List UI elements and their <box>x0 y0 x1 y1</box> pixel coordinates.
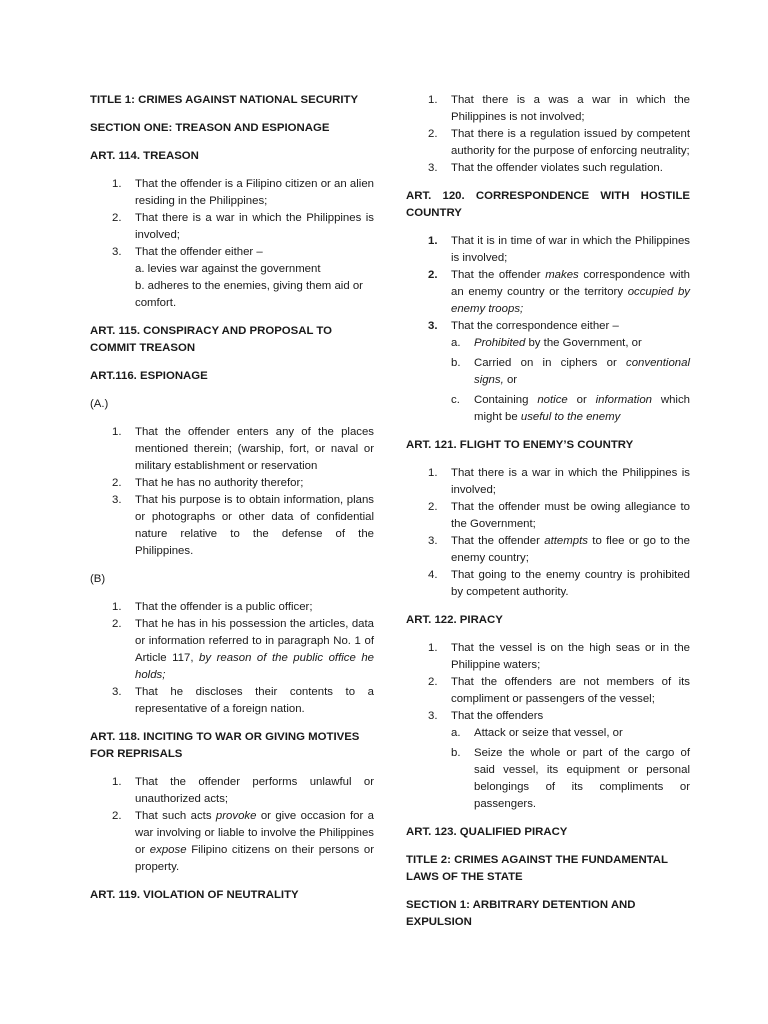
sub-item: b. Carried on in ciphers or conventional signs, or <box>451 357 690 386</box>
list-item: 3. That he discloses their contents to a representative of a foreign nation. <box>112 686 374 715</box>
list-item: 4. That going to the enemy country is prohibited by competent authority. <box>428 569 690 598</box>
list-item: 1. That the offender performs unlawful or unauthorized acts; <box>112 776 374 805</box>
art-123-heading: ART. 123. QUALIFIED PIRACY <box>406 826 568 838</box>
sub-item: a. Prohibited by the Government, or <box>451 337 642 349</box>
art-121-list <box>406 465 690 601</box>
art-114-sub-a: a. levies war against the government <box>135 263 321 275</box>
art-118-heading: ART. 118. INCITING TO WAR OR GIVING MOTIVES FOR REPRISALS <box>90 731 360 760</box>
list-item: 2. That he has no authority therefor; <box>112 477 304 489</box>
list-item: 3. That his purpose is to obtain information, plans or photographs or other data of confidential nature relative to the defense of the Philippines. <box>112 494 374 557</box>
sub-item: b. Seize the whole or part of the cargo of said vessel, its equipment or personal belongings of its compliments or passengers. <box>451 747 690 810</box>
section-1-heading: SECTION 1: ARBITRARY DETENTION AND EXPULSION <box>406 899 636 928</box>
section-one-heading: SECTION ONE: TREASON AND ESPIONAGE <box>90 122 330 134</box>
list-item: 1. That the offender is a public officer; <box>112 601 313 613</box>
art-120-heading: ART. 120. CORRESPONDENCE WITH HOSTILE COUNTRY <box>406 190 690 219</box>
art-115-heading: ART. 115. CONSPIRACY AND PROPOSAL TO COMMIT TREASON <box>90 325 332 354</box>
art-118-list <box>90 774 374 876</box>
list-item: 2. That he has in his possession the articles, data or information referred to in paragraph No. 1 of Article 117, by reason of the public office he holds; <box>112 618 375 681</box>
list-item: 3. That the offenders a. Attack or seize that vessel, or b. Seize the whole or part of the cargo of said vessel, its equipment or personal belongings of its compliments or passengers. <box>406 708 690 813</box>
right-column <box>406 0 690 931</box>
art-122-heading: ART. 122. PIRACY <box>406 614 503 626</box>
list-item: 3. That the offender either – a. levies war against the government b. adheres to the enemies, giving them aid or comfort. <box>90 244 374 312</box>
list-item: 1. That the vessel is on the high seas or in the Philippine waters; <box>428 642 690 671</box>
part-b-label: (B) <box>90 573 106 585</box>
list-item: 2. That the offenders are not members of its compliment or passengers of the vessel; <box>428 676 690 705</box>
list-item: 2. That the offender makes correspondence with an enemy country or the territory occupied by enemy troops; <box>428 269 690 315</box>
list-item: 2. That there is a regulation issued by competent authority for the purpose of enforcing neutrality; <box>428 128 690 157</box>
part-a-label: (A.) <box>90 398 109 410</box>
list-item: 3. That the offender attempts to flee or go to the enemy country; <box>428 535 690 564</box>
title-2-heading: TITLE 2: CRIMES AGAINST THE FUNDAMENTAL LAWS OF THE STATE <box>406 854 668 883</box>
left-column <box>90 0 374 904</box>
art-122-list <box>406 640 690 813</box>
art-119-heading: ART. 119. VIOLATION OF NEUTRALITY <box>90 889 299 901</box>
art-114-heading: ART. 114. TREASON <box>90 150 199 162</box>
list-item: 1. That the offender enters any of the places mentioned therein; (warship, fort, or naval or military establishment or reservation <box>112 426 374 472</box>
list-item: 3. That the offender violates such regulation. <box>428 162 663 174</box>
list-item: 1. That there is a war in which the Philippines is involved; <box>428 467 690 496</box>
art-120-sublist <box>451 335 690 426</box>
list-item: 2. That such acts provoke or give occasion for a war involving or liable to involve the Philippines or expose Filipino citizens on their persons or property. <box>112 810 374 873</box>
art-116-heading: ART.116. ESPIONAGE <box>90 370 208 382</box>
list-item: 1. That there is a was a war in which the Philippines is not involved; <box>428 94 690 123</box>
list-item: 1. That the offender is a Filipino citizen or an alien residing in the Philippines; <box>112 178 374 207</box>
list-item: 2. That the offender must be owing allegiance to the Government; <box>428 501 690 530</box>
list-item: 1. That it is in time of war in which the Philippines is involved; <box>428 235 690 264</box>
art-114-list <box>90 176 374 312</box>
art-122-sublist <box>451 725 690 813</box>
sub-item: c. Containing notice or information which might be useful to the enemy <box>451 394 690 423</box>
art-116-a-list <box>90 424 374 560</box>
art-116-b-list <box>90 599 374 718</box>
art-121-heading: ART. 121. FLIGHT TO ENEMY’S COUNTRY <box>406 439 634 451</box>
art-120-list <box>406 233 690 426</box>
art-114-sub-b: b. adheres to the enemies, giving them aid or comfort. <box>135 280 363 309</box>
list-item: 3. That the correspondence either – a. Prohibited by the Government, or b. Carried on in ciphers or conventional signs, or c. Containing notice or information which might be useful to the enemy <box>406 318 690 426</box>
sub-item: a. Attack or seize that vessel, or <box>451 727 623 739</box>
list-item: 2. That there is a war in which the Philippines is involved; <box>112 212 374 241</box>
title-1-heading: TITLE 1: CRIMES AGAINST NATIONAL SECURITY <box>90 94 359 106</box>
art-119-list <box>406 92 690 177</box>
